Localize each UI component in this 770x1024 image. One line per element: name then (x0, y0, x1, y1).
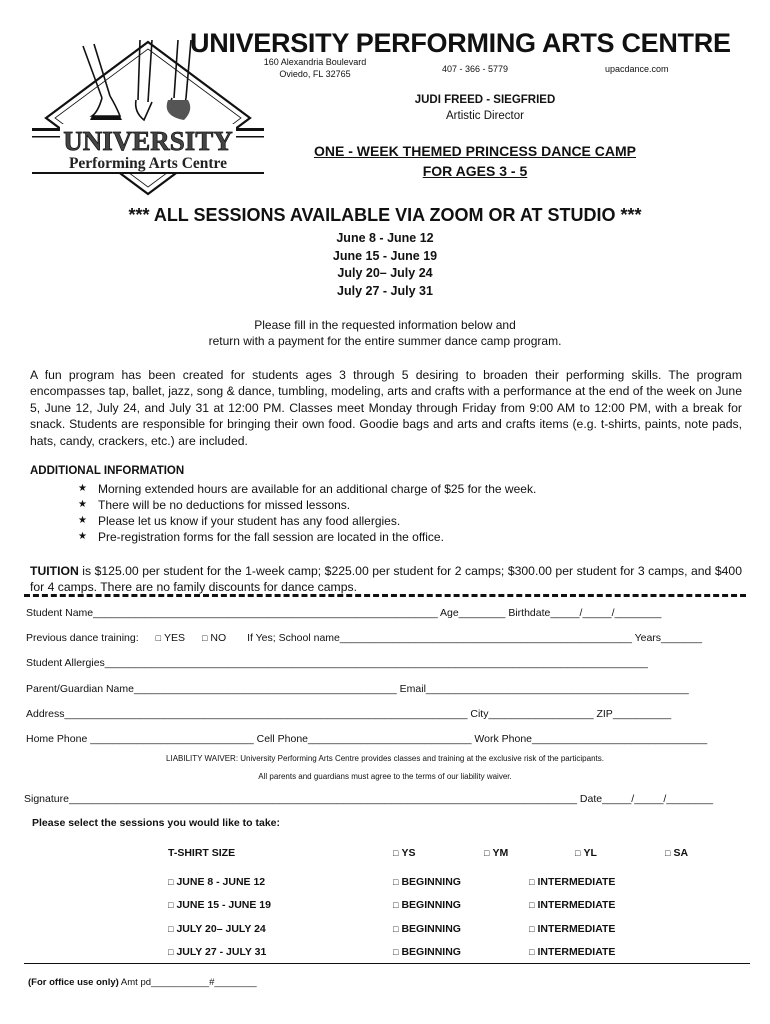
list-item: ★ Pre-registration forms for the fall session are located in the office. (78, 529, 536, 545)
liability-waiver-line-2: All parents and guardians must agree to the terms of our liability waiver. (258, 772, 512, 781)
session-july-20-checkbox[interactable]: □ JULY 20– JULY 24 (168, 923, 266, 935)
website: upacdance.com (605, 64, 669, 74)
director-name: JUDI FREED - SIEGFRIED (414, 94, 556, 106)
liability-waiver-line-1: LIABILITY WAIVER: University Performing Arts Centre provides classes and training at the exclusive risk of the participants. (166, 754, 604, 763)
school-name-field[interactable]: If Yes; School name__________________________________________________ Years_______ (247, 632, 702, 644)
date-1: June 8 - June 12 (336, 231, 434, 245)
divider (24, 963, 750, 964)
sessions-banner: *** ALL SESSIONS AVAILABLE VIA ZOOM OR AT STUDIO *** (128, 205, 642, 225)
tuition-details: is $125.00 per student for the 1-week camp; $225.00 per student for 2 camps; $300.00 per student for 3 camps, and $400 for 4 camps. There are no family discounts for dance camps. (30, 564, 742, 595)
office-use-label: (For office use only) (28, 977, 119, 988)
date-4: July 27 - July 31 (337, 284, 433, 298)
tuition-text (30, 563, 742, 596)
list-item: ★ Please let us know if your student has any food allergies. (78, 513, 536, 529)
checkbox-glyph: □ (201, 633, 208, 643)
size-yl-checkbox[interactable]: □ YL (575, 847, 597, 859)
office-use-line (28, 977, 257, 988)
tuition-label: TUITION (30, 564, 79, 578)
checkbox-glyph: □ (575, 848, 581, 858)
session-june-15-checkbox[interactable]: □ JUNE 15 - JUNE 19 (168, 899, 271, 911)
previous-training-label: Previous dance training: (26, 632, 139, 644)
list-item: ★ There will be no deductions for missed lessons. (78, 497, 536, 513)
address-line-1: 160 Alexandria Boulevard (263, 57, 367, 67)
level-beginning-checkbox[interactable]: □ BEGINNING (393, 946, 461, 958)
date-2: June 15 - June 19 (332, 249, 438, 263)
checkbox-glyph: □ (155, 633, 162, 643)
sessions-heading: Please select the sessions you would like to take: (32, 817, 281, 829)
list-item: ★ Morning extended hours are available for an additional charge of $25 for the week. (78, 481, 536, 497)
cut-line (24, 594, 746, 597)
level-intermediate-checkbox[interactable]: □ INTERMEDIATE (529, 923, 616, 935)
parent-guardian-field[interactable]: Parent/Guardian Name_____________________________________________ Email_____________________________________________ (26, 683, 689, 695)
director-title: Artistic Director (446, 110, 524, 122)
size-ys-checkbox[interactable]: □ YS (393, 847, 416, 859)
previous-training-row (26, 632, 702, 644)
program-ages: FOR AGES 3 - 5 (422, 163, 528, 179)
signature-field[interactable]: Signature_______________________________________________________________________________________ Date_____/_____/________ (24, 793, 714, 805)
level-intermediate-checkbox[interactable]: □ INTERMEDIATE (529, 946, 616, 958)
instructions-line-2: return with a payment for the entire summer dance camp program. (208, 334, 562, 348)
logo-text-1: UNIVERSITY (63, 126, 233, 156)
level-intermediate-checkbox[interactable]: □ INTERMEDIATE (529, 899, 616, 911)
level-intermediate-checkbox[interactable]: □ INTERMEDIATE (529, 876, 616, 888)
program-description: A fun program has been created for students ages 3 through 5 desiring to broaden their performing skills. The program encompasses tap, ballet, jazz, song & dance, tumbling, modeling, arts and crafts with a performance at the end of the week on June 5, June 12, July 24, and July 31 at 12:00 PM. Classes meet Monday through Friday from 9:00 AM to 12:00 PM, with a break for snack. Students are responsible for bringing their own food. Goodie bags and arts and crafts items (e.g. t-shirts, paints, note pads, hats, candy, crackers, etc.) are included. (30, 368, 742, 448)
session-june-8-checkbox[interactable]: □ JUNE 8 - JUNE 12 (168, 876, 266, 888)
checkbox-glyph: □ (393, 848, 399, 858)
student-allergies-field[interactable]: Student Allergies_____________________________________________________________________________________________ (26, 657, 648, 669)
size-ym-checkbox[interactable]: □ YM (484, 847, 509, 859)
checkbox-glyph: □ (665, 848, 671, 858)
student-name-field[interactable]: Student Name___________________________________________________________ Age________ Birthdate_____/_____/________ (26, 607, 662, 619)
address-field[interactable]: Address_____________________________________________________________________ City__________________ ZIP__________ (26, 708, 672, 720)
yes-checkbox[interactable]: □ YES (155, 632, 186, 644)
tshirt-size-label: T-SHIRT SIZE (168, 847, 236, 859)
additional-info-list (78, 481, 536, 545)
date-3: July 20– July 24 (337, 266, 433, 280)
size-sa-checkbox[interactable]: □ SA (665, 847, 689, 859)
instructions-line-1: Please fill in the requested information below and (254, 318, 516, 332)
phone-fields[interactable]: Home Phone ____________________________ Cell Phone____________________________ Work Phone______________________________ (26, 733, 708, 745)
phone-number: 407 - 366 - 5779 (442, 64, 509, 74)
no-checkbox[interactable]: □ NO (201, 632, 227, 644)
program-title: ONE - WEEK THEMED PRINCESS DANCE CAMP (313, 143, 637, 159)
level-beginning-checkbox[interactable]: □ BEGINNING (393, 923, 461, 935)
level-beginning-checkbox[interactable]: □ BEGINNING (393, 899, 461, 911)
logo-text-2: Performing Arts Centre (68, 155, 228, 172)
additional-info-heading: ADDITIONAL INFORMATION (30, 465, 185, 477)
session-july-27-checkbox[interactable]: □ JULY 27 - JULY 31 (168, 946, 267, 958)
checkbox-glyph: □ (484, 848, 490, 858)
organization-title: UNIVERSITY PERFORMING ARTS CENTRE (190, 28, 731, 58)
address-line-2: Oviedo, FL 32765 (279, 69, 351, 79)
office-use-fields: Amt pd___________#________ (118, 977, 257, 988)
logo (28, 40, 268, 200)
logo-graphic (28, 40, 268, 200)
level-beginning-checkbox[interactable]: □ BEGINNING (393, 876, 461, 888)
